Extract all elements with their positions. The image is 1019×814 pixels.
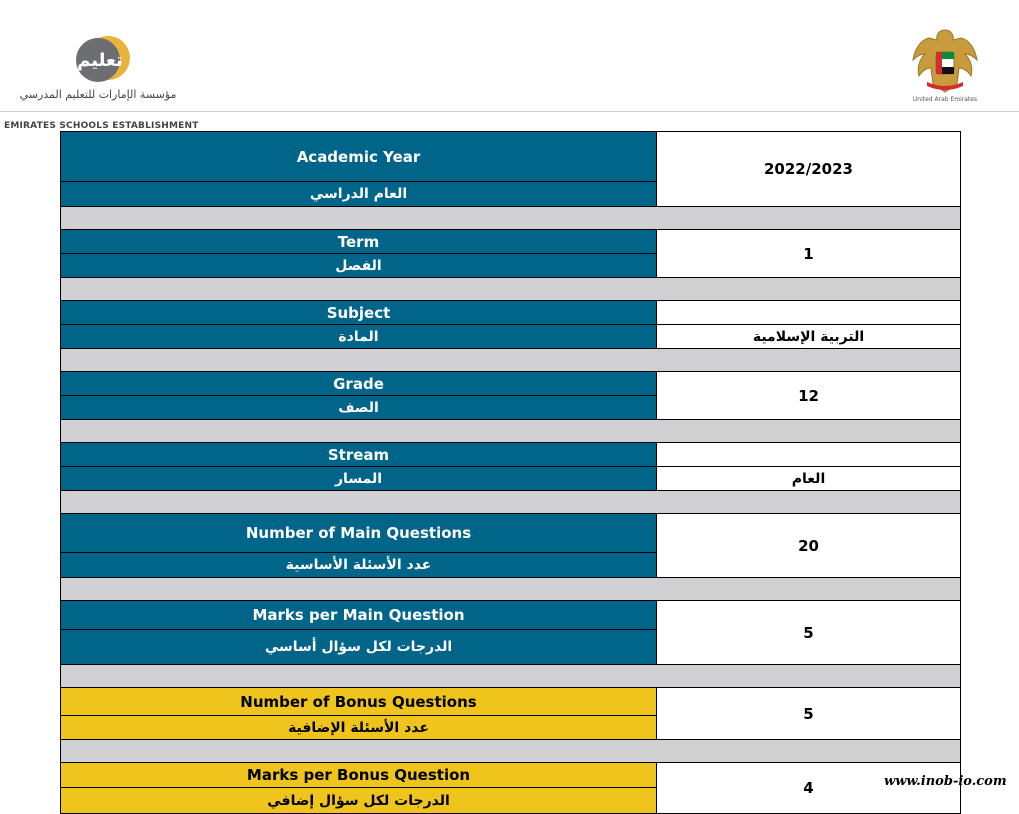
uae-emblem bbox=[905, 26, 985, 108]
bonus-questions-row bbox=[60, 688, 961, 740]
spacer-row bbox=[60, 349, 961, 372]
marks-bonus-value: 4 bbox=[803, 779, 814, 797]
stream-row bbox=[60, 443, 961, 491]
spacer-row bbox=[60, 491, 961, 514]
subject-row bbox=[60, 301, 961, 349]
subject-label-en: Subject bbox=[61, 301, 656, 324]
term-row bbox=[60, 230, 961, 278]
term-label-en: Term bbox=[61, 230, 656, 253]
marks-main-row bbox=[60, 601, 961, 665]
grade-label-en: Grade bbox=[61, 372, 656, 395]
stream-label-ar: المسار bbox=[61, 466, 656, 490]
establishment-english-name: EMIRATES SCHOOLS ESTABLISHMENT bbox=[4, 121, 199, 131]
stream-value: العام bbox=[657, 466, 960, 490]
bonus-questions-value: 5 bbox=[803, 704, 814, 723]
academic-year-row bbox=[60, 132, 961, 207]
spacer-row bbox=[60, 740, 961, 763]
main-questions-value: 20 bbox=[798, 536, 819, 555]
marks-bonus-label-ar: الدرجات لكل سؤال إضافي bbox=[61, 787, 656, 813]
main-questions-row bbox=[60, 514, 961, 578]
taleem-logo-text: تعليم bbox=[77, 50, 123, 71]
term-label-ar: الفصل bbox=[61, 253, 656, 277]
spacer-row bbox=[60, 278, 961, 301]
marks-main-label-en: Marks per Main Question bbox=[61, 601, 656, 629]
spacer-row bbox=[60, 578, 961, 601]
bonus-questions-label-en: Number of Bonus Questions bbox=[61, 688, 656, 715]
establishment-arabic-name: مؤسسة الإمارات للتعليم المدرسي bbox=[19, 88, 177, 101]
term-value: 1 bbox=[803, 244, 814, 263]
academic-year-value: 2022/2023 bbox=[764, 160, 853, 178]
header-divider bbox=[0, 111, 1019, 112]
main-questions-label-ar: عدد الأسئلة الأساسية bbox=[61, 552, 656, 577]
grade-label-ar: الصف bbox=[61, 395, 656, 419]
marks-bonus-row bbox=[60, 763, 961, 814]
spacer-row bbox=[60, 665, 961, 688]
academic-year-label-en: Academic Year bbox=[61, 132, 656, 181]
academic-year-label-ar: العام الدراسي bbox=[61, 181, 656, 206]
stream-value-top bbox=[657, 443, 960, 466]
page-header bbox=[0, 0, 1019, 131]
uae-falcon-emblem-icon bbox=[905, 26, 985, 96]
subject-value: التربية الإسلامية bbox=[657, 324, 960, 348]
main-questions-label-en: Number of Main Questions bbox=[61, 514, 656, 552]
stream-label-en: Stream bbox=[61, 443, 656, 466]
spacer-row bbox=[60, 420, 961, 443]
grade-value: 12 bbox=[798, 386, 819, 405]
uae-emblem-caption: United Arab Emirates bbox=[912, 96, 978, 103]
marks-main-label-ar: الدرجات لكل سؤال أساسي bbox=[61, 629, 656, 664]
site-watermark: www.inob-io.com bbox=[884, 774, 1007, 789]
spacer-row bbox=[60, 207, 961, 230]
subject-value-top bbox=[657, 301, 960, 324]
marks-bonus-label-en: Marks per Bonus Question bbox=[61, 763, 656, 787]
bonus-questions-label-ar: عدد الأسئلة الإضافية bbox=[61, 715, 656, 739]
exam-info-table bbox=[60, 131, 961, 814]
taleem-logo-icon bbox=[70, 32, 132, 84]
grade-row bbox=[60, 372, 961, 420]
subject-label-ar: المادة bbox=[61, 324, 656, 348]
emirates-schools-logo bbox=[4, 28, 199, 131]
marks-main-value: 5 bbox=[803, 623, 814, 642]
